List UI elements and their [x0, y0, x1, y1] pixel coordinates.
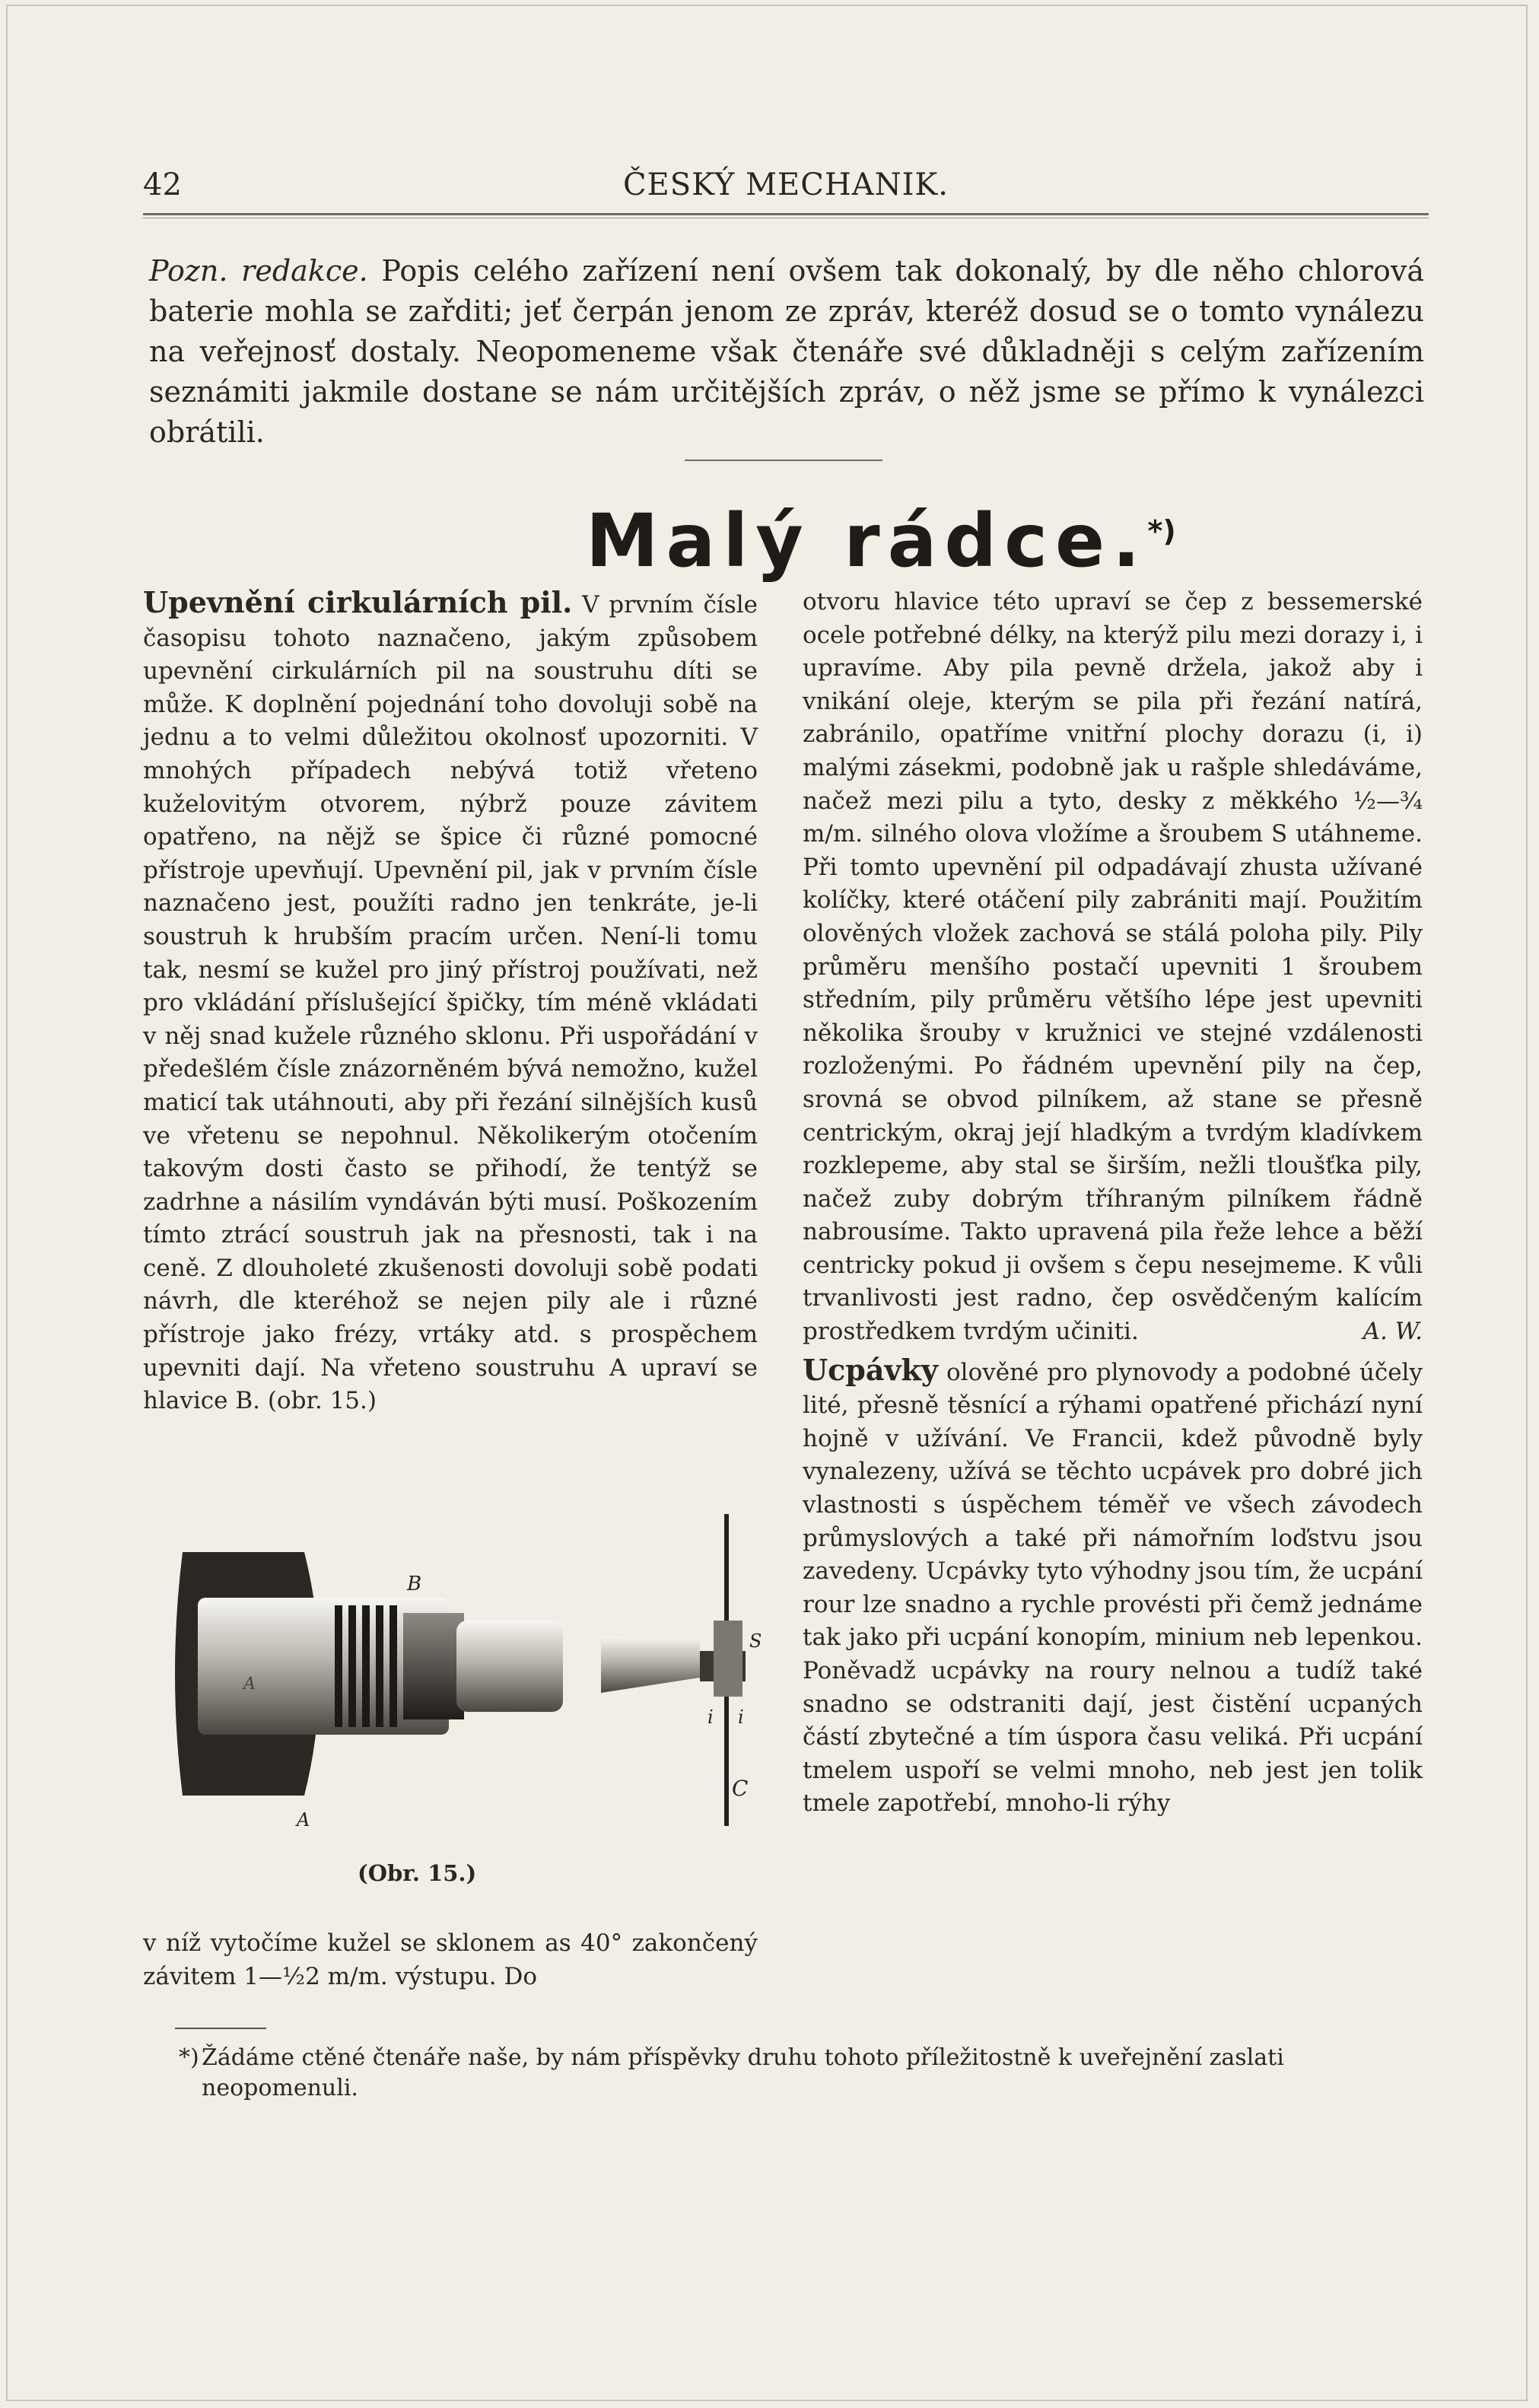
- column-left: [143, 586, 758, 1418]
- section-separator: [685, 460, 882, 461]
- section-footnote-marker: *): [1147, 514, 1176, 548]
- footnote-rule: [175, 2028, 266, 2029]
- label-i-left: i: [707, 1707, 714, 1728]
- page-header: [143, 167, 1429, 213]
- header-rule: [143, 213, 1429, 215]
- footnote-marker: *): [179, 2044, 199, 2071]
- label-C: C: [732, 1776, 749, 1801]
- article-text-saws-col1: V prvním čísle časopisu tohoto naznačeno, jakým způsobem upevnění cirkulárních pil na soustruhu díti se může. K doplnění pojednání toho dovoluji sobě na jednu a to velmi důležitou okolnosť upozorniti. V mnohých případech nebývá totiž vřeteno kuželovitým otvorem, nýbrž pouze závitem opatřeno, na nějž se špice či různé pomocné přístroje upevňují. Upevnění pil, jak v prvním čísle naznačeno jest, použíti radno jen tenkráte, je-li soustruh k hrubším pracím určen. Není-li tomu tak, nesmí se kužel pro jiný přístroj používati, než pro vkládání příslušející špičky, tím méně vkládati v něj snad kužele různého sklonu. Při uspořádání v předešlém čísle znázorněném bývá nemožno, kužel maticí tak utáhnouti, aby při řezání silnějších kusů ve vřetenu se nepohnul. Několikerým otočením takovým dosti často se přihodí, že tentýž se zadrhne a násilím vyndáván býti musí. Poškozením tímto ztrácí soustruh jak na přesnosti, tak i na ceně. Z dlouholeté zkušenosti dovoluji sobě podati návrh, dle kteréhož se nejen pily ale i různé přístroje jako frézy, vrtáky atd. s prospěchem upevniti dají. Na vřeteno soustruhu A upraví se hlavice B. (obr. 15.): [143, 591, 758, 1415]
- label-i-right: i: [738, 1707, 744, 1728]
- label-A-inner: A: [243, 1675, 256, 1694]
- column-left-continuation: [143, 1927, 758, 1993]
- footnote: [179, 2043, 1426, 2104]
- section-title: [586, 498, 1176, 584]
- saw-mount-illustration: [152, 1506, 761, 1841]
- figure-15: [152, 1506, 761, 1841]
- article-signature: A. W.: [1363, 1318, 1423, 1346]
- label-S: S: [749, 1630, 761, 1652]
- journal-title: ČESKÝ MECHANIK.: [622, 167, 949, 202]
- article-text-saws-col2: otvoru hlavice této upraví se čep z bessemerské ocele potřebné délky, na kterýž pilu mezi dorazy i, i upravíme. Aby pila pevně držela, jakož aby i vnikání oleje, kterým se pila při řezání natírá, zabránilo, opatříme vnitřní plochy dorazu (i, i) malými zásekmi, podobně jak u rašple shledáváme, načež mezi pilu a tyto, desky z měkkého ½—¾ m/m. silného olova vložíme a šroubem S utáhneme. Při tomto upevnění pil odpadávají zhusta užívané kolíčky, které otáčení pily zabrániti mají. Použitím olověných vložek zachová se stálá poloha pily. Pily průměru menšího postačí upevniti 1 šroubem středním, pily průměru většího lépe jest upevniti několika šrouby v kružnici ve stejné vzdálenosti rozloženými. Po řádném upevnění pily na čep, srovná se obvod pilníkem, až stane se přesně centrickým, okraj její hladkým a tvrdým kladívkem rozklepeme, aby stal se širším, nežli tloušťka pily, načež zuby dobrým tříhraným pilníkem řádně nabrousíme. Takto upravená pila řeže lehce a běží centricky pokud ji ovšem s čepu nesejmeme. K vůli trvanlivosti jest radno, čep osvědčeným kalícím prostředkem tvrdým učiniti.: [803, 588, 1423, 1346]
- article-heading-saws: Upevnění cirkulárních pil.: [143, 585, 573, 619]
- figure-caption: (Obr. 15.): [358, 1860, 477, 1886]
- arbor-pin: [601, 1636, 700, 1693]
- label-A: A: [297, 1809, 310, 1831]
- editor-note-label: Pozn. redakce.: [149, 254, 368, 288]
- section-title-text: Malý rádce.: [586, 498, 1148, 584]
- article-heading-seals: Ucpávky: [803, 1352, 938, 1387]
- head-collar: [403, 1613, 464, 1719]
- head-B: [456, 1621, 563, 1712]
- footnote-text: Žádáme ctěné čtenáře naše, by nám příspěvky druhu tohoto příležitostně k uveřejnění zaslati neopomenuli.: [202, 2044, 1284, 2101]
- collar-i: [714, 1621, 742, 1697]
- editor-note-text: Popis celého zařízení není ovšem tak dokonalý, by dle něho chlorová baterie mohla se zařditi; jeť čerpán jenom ze zpráv, kteréž dosud se o tomto vynálezu na veřejnosť dostaly. Neopomeneme však čtenáře své důkladněji s celým zařízením seznámiti jakmile dostane se nám určitějších zpráv, o něž jsme se přímo k vynálezci obrátili.: [149, 254, 1424, 449]
- editor-note: [149, 251, 1424, 453]
- column-right: [803, 586, 1423, 1821]
- label-B: B: [407, 1573, 422, 1595]
- page-number: 42: [143, 167, 182, 202]
- article-text-seals: olověné pro plynovody a podobné účely lité, přesně těsnící a rýhami opatřené přichází nyní hojně v užívání. Ve Francii, kdež původně byly vynalezeny, užívá se těchto ucpávek pro dobré jich vlastnosti s úspěchem téměř ve všech závodech průmyslových a také při námořním loďstvu jsou zavedeny. Ucpávky tyto výhodny jsou tím, že ucpání rour lze snadno a rychle provésti při čemž jednáme tak jako při ucpání konopím, minium neb lepenkou. Poněvadž ucpávky na roury nelnou a tudíž také snadno se odstraniti dají, jest čistění ucpaných částí zbytečné a tím úspora času veliká. Při ucpání tmelem uspoří se velmi mnoho, neb jest jen tolik tmele zapotřebí, mnoho-li rýhy: [803, 1358, 1423, 1818]
- article-text-saws-continuation: v níž vytočíme kužel se sklonem as 40° zakončený závitem 1—½2 m/m. výstupu. Do: [143, 1929, 758, 1990]
